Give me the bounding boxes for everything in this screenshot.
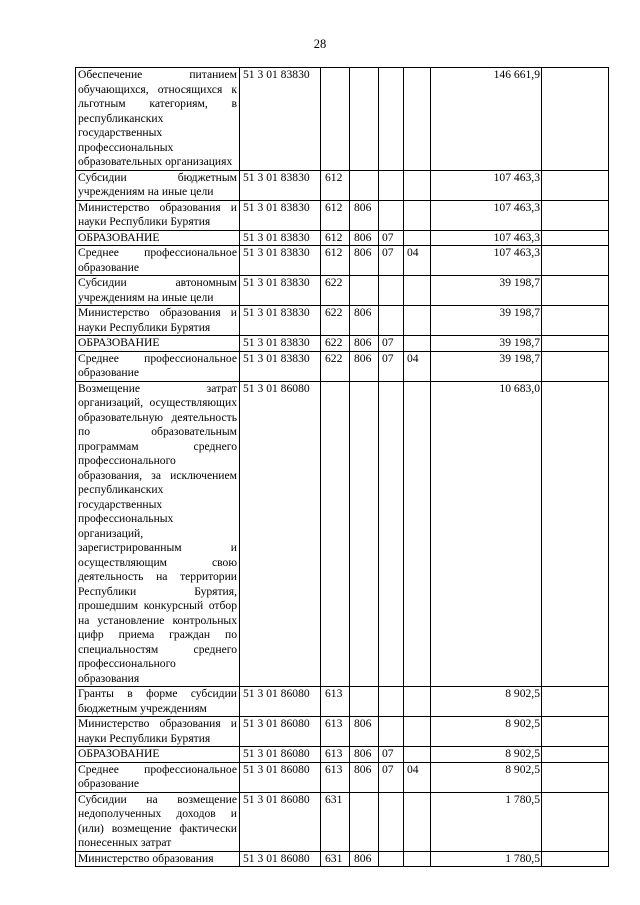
subsection-code-cell — [404, 687, 431, 717]
row-name-cell: Среднее профессиональное образование — [76, 762, 240, 792]
expense-type-cell: 612 — [321, 246, 350, 276]
empty-cell — [542, 68, 609, 171]
expense-type-cell — [321, 68, 350, 171]
section-code-cell: 07 — [379, 336, 404, 352]
administrator-code-cell — [350, 381, 379, 687]
subsection-code-cell — [404, 170, 431, 200]
section-code-cell — [379, 851, 404, 867]
target-article-code-cell: 51 3 01 83830 — [240, 230, 321, 246]
empty-cell — [542, 747, 609, 763]
empty-cell — [542, 230, 609, 246]
expense-type-cell: 631 — [321, 851, 350, 867]
target-article-code-cell: 51 3 01 83830 — [240, 276, 321, 306]
table-row — [76, 351, 609, 381]
section-code-cell — [379, 792, 404, 851]
expense-type-cell: 631 — [321, 792, 350, 851]
amount-cell: 39 198,7 — [431, 276, 542, 306]
table-row — [76, 306, 609, 336]
row-name-cell: Среднее профессиональное образование — [76, 351, 240, 381]
target-article-code-cell: 51 3 01 83830 — [240, 351, 321, 381]
page-number: 28 — [313, 37, 327, 51]
subsection-code-cell — [404, 747, 431, 763]
administrator-code-cell: 806 — [350, 851, 379, 867]
expense-type-cell: 613 — [321, 717, 350, 747]
table-row — [76, 200, 609, 230]
target-article-code-cell: 51 3 01 83830 — [240, 170, 321, 200]
amount-cell: 146 661,9 — [431, 68, 542, 171]
administrator-code-cell — [350, 68, 379, 171]
empty-cell — [542, 851, 609, 867]
subsection-code-cell — [404, 717, 431, 747]
target-article-code-cell: 51 3 01 83830 — [240, 68, 321, 171]
empty-cell — [542, 762, 609, 792]
expense-type-cell — [321, 381, 350, 687]
budget-table — [75, 67, 609, 867]
row-name-cell: Возмещение затрат организаций, осуществляющих образовательную деятельность по образовательным программам среднего профессионального образования, за исключением республиканских государственных профессиональных организаций, зарегистрированным и осуществляющим свою деятельность на территории Республики Бурятия, прошедшим конкурсный отбор на установление контрольных цифр приема граждан по специальностям среднего профессионального образования — [76, 381, 240, 687]
section-code-cell: 07 — [379, 762, 404, 792]
table-row — [76, 717, 609, 747]
row-name-cell: ОБРАЗОВАНИЕ — [76, 230, 240, 246]
subsection-code-cell: 04 — [404, 246, 431, 276]
empty-cell — [542, 246, 609, 276]
empty-cell — [542, 170, 609, 200]
target-article-code-cell: 51 3 01 83830 — [240, 306, 321, 336]
administrator-code-cell: 806 — [350, 351, 379, 381]
amount-cell: 107 463,3 — [431, 246, 542, 276]
section-code-cell: 07 — [379, 351, 404, 381]
expense-type-cell: 622 — [321, 351, 350, 381]
expense-type-cell: 613 — [321, 747, 350, 763]
row-name-cell: Среднее профессиональное образование — [76, 246, 240, 276]
amount-cell: 10 683,0 — [431, 381, 542, 687]
section-code-cell — [379, 68, 404, 171]
section-code-cell — [379, 717, 404, 747]
section-code-cell — [379, 306, 404, 336]
section-code-cell — [379, 200, 404, 230]
expense-type-cell: 622 — [321, 276, 350, 306]
section-code-cell — [379, 687, 404, 717]
administrator-code-cell: 806 — [350, 747, 379, 763]
subsection-code-cell — [404, 276, 431, 306]
empty-cell — [542, 717, 609, 747]
amount-cell: 8 902,5 — [431, 717, 542, 747]
target-article-code-cell: 51 3 01 86080 — [240, 792, 321, 851]
administrator-code-cell: 806 — [350, 200, 379, 230]
table-row — [76, 851, 609, 867]
row-name-cell: ОБРАЗОВАНИЕ — [76, 336, 240, 352]
amount-cell: 107 463,3 — [431, 170, 542, 200]
subsection-code-cell: 04 — [404, 351, 431, 381]
empty-cell — [542, 306, 609, 336]
amount-cell: 1 780,5 — [431, 792, 542, 851]
subsection-code-cell: 04 — [404, 762, 431, 792]
expense-type-cell: 622 — [321, 306, 350, 336]
table-row — [76, 687, 609, 717]
expense-type-cell: 612 — [321, 170, 350, 200]
target-article-code-cell: 51 3 01 86080 — [240, 687, 321, 717]
table-row — [76, 170, 609, 200]
target-article-code-cell: 51 3 01 83830 — [240, 200, 321, 230]
table-row — [76, 381, 609, 687]
row-name-cell: Гранты в форме субсидии бюджетным учреждениям — [76, 687, 240, 717]
section-code-cell: 07 — [379, 230, 404, 246]
table-body — [76, 68, 609, 867]
subsection-code-cell — [404, 381, 431, 687]
subsection-code-cell — [404, 851, 431, 867]
amount-cell: 8 902,5 — [431, 747, 542, 763]
table-row — [76, 762, 609, 792]
empty-cell — [542, 200, 609, 230]
target-article-code-cell: 51 3 01 83830 — [240, 246, 321, 276]
amount-cell: 8 902,5 — [431, 687, 542, 717]
row-name-cell: Субсидии на возмещение недополученных доходов и (или) возмещение фактически понесенных затрат — [76, 792, 240, 851]
administrator-code-cell: 806 — [350, 762, 379, 792]
empty-cell — [542, 276, 609, 306]
row-name-cell: ОБРАЗОВАНИЕ — [76, 747, 240, 763]
row-name-cell: Министерство образования — [76, 851, 240, 867]
administrator-code-cell: 806 — [350, 230, 379, 246]
expense-type-cell: 622 — [321, 336, 350, 352]
row-name-cell: Министерство образования и науки Республики Бурятия — [76, 717, 240, 747]
empty-cell — [542, 381, 609, 687]
amount-cell: 1 780,5 — [431, 851, 542, 867]
expense-type-cell: 613 — [321, 687, 350, 717]
subsection-code-cell — [404, 792, 431, 851]
target-article-code-cell: 51 3 01 86080 — [240, 747, 321, 763]
expense-type-cell: 612 — [321, 200, 350, 230]
amount-cell: 39 198,7 — [431, 306, 542, 336]
subsection-code-cell — [404, 230, 431, 246]
table-row — [76, 747, 609, 763]
administrator-code-cell: 806 — [350, 246, 379, 276]
row-name-cell: Министерство образования и науки Республики Бурятия — [76, 200, 240, 230]
section-code-cell: 07 — [379, 747, 404, 763]
administrator-code-cell — [350, 170, 379, 200]
row-name-cell: Обеспечение питанием обучающихся, относящихся к льготным категориям, в республиканских государственных профессиональных образовательных организациях — [76, 68, 240, 171]
section-code-cell — [379, 276, 404, 306]
amount-cell: 8 902,5 — [431, 762, 542, 792]
table-row — [76, 336, 609, 352]
target-article-code-cell: 51 3 01 86080 — [240, 851, 321, 867]
subsection-code-cell — [404, 336, 431, 352]
section-code-cell — [379, 170, 404, 200]
table-row — [76, 246, 609, 276]
table-row — [76, 792, 609, 851]
amount-cell: 107 463,3 — [431, 230, 542, 246]
target-article-code-cell: 51 3 01 83830 — [240, 336, 321, 352]
target-article-code-cell: 51 3 01 86080 — [240, 381, 321, 687]
empty-cell — [542, 336, 609, 352]
expense-type-cell: 613 — [321, 762, 350, 792]
amount-cell: 39 198,7 — [431, 351, 542, 381]
empty-cell — [542, 351, 609, 381]
amount-cell: 107 463,3 — [431, 200, 542, 230]
section-code-cell: 07 — [379, 246, 404, 276]
administrator-code-cell — [350, 276, 379, 306]
row-name-cell: Субсидии автономным учреждениям на иные цели — [76, 276, 240, 306]
administrator-code-cell: 806 — [350, 336, 379, 352]
administrator-code-cell: 806 — [350, 717, 379, 747]
row-name-cell: Субсидии бюджетным учреждениям на иные цели — [76, 170, 240, 200]
table-row — [76, 276, 609, 306]
administrator-code-cell: 806 — [350, 306, 379, 336]
target-article-code-cell: 51 3 01 86080 — [240, 762, 321, 792]
row-name-cell: Министерство образования и науки Республики Бурятия — [76, 306, 240, 336]
expense-type-cell: 612 — [321, 230, 350, 246]
subsection-code-cell — [404, 306, 431, 336]
subsection-code-cell — [404, 68, 431, 171]
section-code-cell — [379, 381, 404, 687]
amount-cell: 39 198,7 — [431, 336, 542, 352]
subsection-code-cell — [404, 200, 431, 230]
empty-cell — [542, 792, 609, 851]
target-article-code-cell: 51 3 01 86080 — [240, 717, 321, 747]
administrator-code-cell — [350, 792, 379, 851]
table-row — [76, 230, 609, 246]
table-row — [76, 68, 609, 171]
administrator-code-cell — [350, 687, 379, 717]
empty-cell — [542, 687, 609, 717]
